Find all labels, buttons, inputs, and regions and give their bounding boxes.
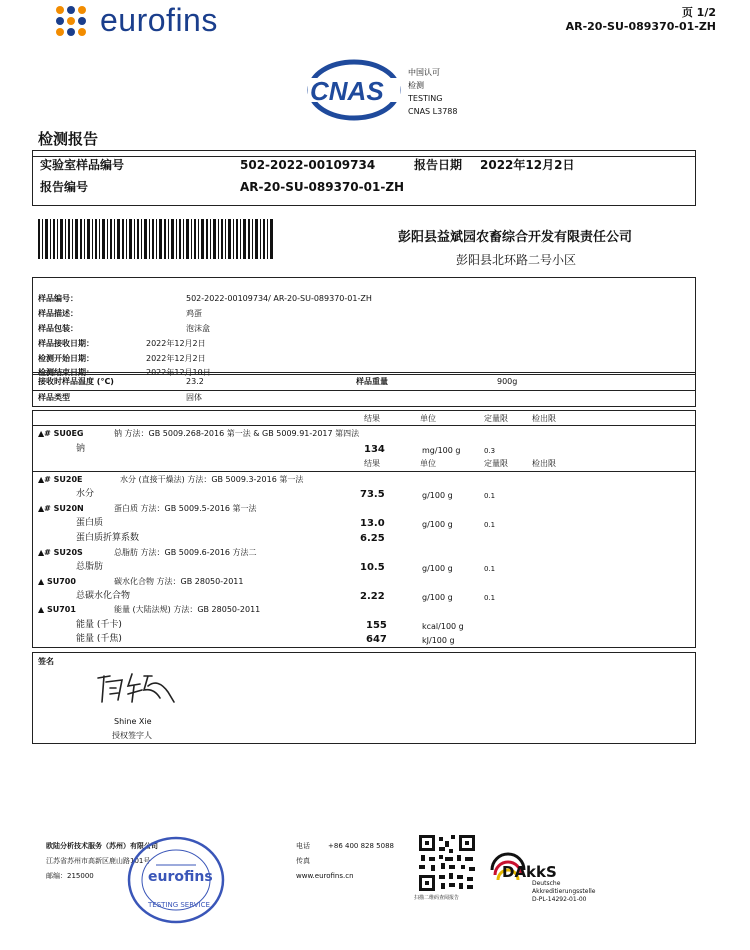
dakks-text: DAkkS <box>502 863 557 881</box>
report-no-value: AR-20-SU-089370-01-ZH <box>240 180 405 194</box>
website-link[interactable]: www.eurofins.cn <box>296 872 354 880</box>
footer-company: 欧陆分析技术服务（苏州）有限公司 <box>46 842 158 850</box>
report-no-label: 报告编号 <box>40 180 89 194</box>
phone-label: 电话 <box>296 842 310 850</box>
seal-logo-text: eurofins <box>148 869 213 885</box>
report-date-label: 报告日期 <box>414 158 463 172</box>
sample-pack-label: 样品包装： <box>38 324 78 333</box>
sample-id-value: 502-2022-00109734/ AR-20-SU-089370-01-ZH <box>186 294 372 303</box>
dakks-logo: DAkkS Deutsche Akkreditierungsstelle D-PL-14292-01-00 <box>486 848 606 908</box>
seal-ring-text: TESTING SERVICE <box>148 901 210 909</box>
signer-name: Shine Xie <box>114 717 152 726</box>
company-seal <box>126 835 226 925</box>
type-label: 样品类型 <box>38 393 70 402</box>
barcode <box>38 219 274 259</box>
qr-caption: 扫描二维码查阅报告 <box>414 895 460 901</box>
fax-label: 传真 <box>296 857 310 865</box>
qr-code <box>417 833 477 893</box>
receive-date-value: 2022年12月2日 <box>146 339 206 348</box>
lab-sample-value: 502-2022-00109734 <box>240 158 376 172</box>
signature-label: 签名 <box>38 657 54 666</box>
sample-desc-value: 鸡蛋 <box>186 309 202 318</box>
logo-text: eurofins <box>100 2 218 38</box>
weight-value: 900g <box>497 377 518 386</box>
signer-role: 授权签字人 <box>112 731 152 740</box>
sample-id-label: 样品编号： <box>38 294 78 303</box>
client-name: 彭阳县益斌园农畜综合开发有限责任公司 <box>398 230 633 245</box>
report-date-value: 2022年12月2日 <box>480 158 575 172</box>
end-date-value: 2022年12月10日 <box>146 368 211 377</box>
temp-label: 接收时样品温度 (°C) <box>38 377 114 386</box>
phone-value: +86 400 828 5088 <box>328 842 394 850</box>
type-value: 固体 <box>186 393 202 402</box>
sample-pack-value: 泡沫盒 <box>186 324 210 333</box>
start-date-label: 检测开始日期： <box>38 354 94 363</box>
receive-date-label: 样品接收日期： <box>38 339 94 348</box>
eurofins-logo <box>50 0 250 44</box>
report-number-top: AR-20-SU-089370-01-ZH <box>565 20 716 33</box>
footer-address: 江苏省苏州市高新区鹿山路101号 <box>46 857 151 865</box>
start-date-value: 2022年12月2日 <box>146 354 206 363</box>
client-address: 彭阳县北环路二号小区 <box>456 253 577 267</box>
signature-image <box>92 668 178 708</box>
temp-value: 23.2 <box>186 377 204 386</box>
sample-desc-label: 样品描述： <box>38 309 78 318</box>
footer-postcode: 邮编：215000 <box>46 872 94 880</box>
page-number: 页 1/2 <box>681 6 716 19</box>
lab-sample-label: 实验室样品编号 <box>40 158 125 172</box>
cnas-logo: CNAS <box>306 58 402 122</box>
end-date-label: 检测结束日期： <box>38 368 94 377</box>
cnas-text: 中国认可 检测 TESTING CNAS L3788 <box>408 68 458 116</box>
weight-label: 样品重量 <box>356 377 388 386</box>
page-title: 检测报告 <box>38 130 99 148</box>
